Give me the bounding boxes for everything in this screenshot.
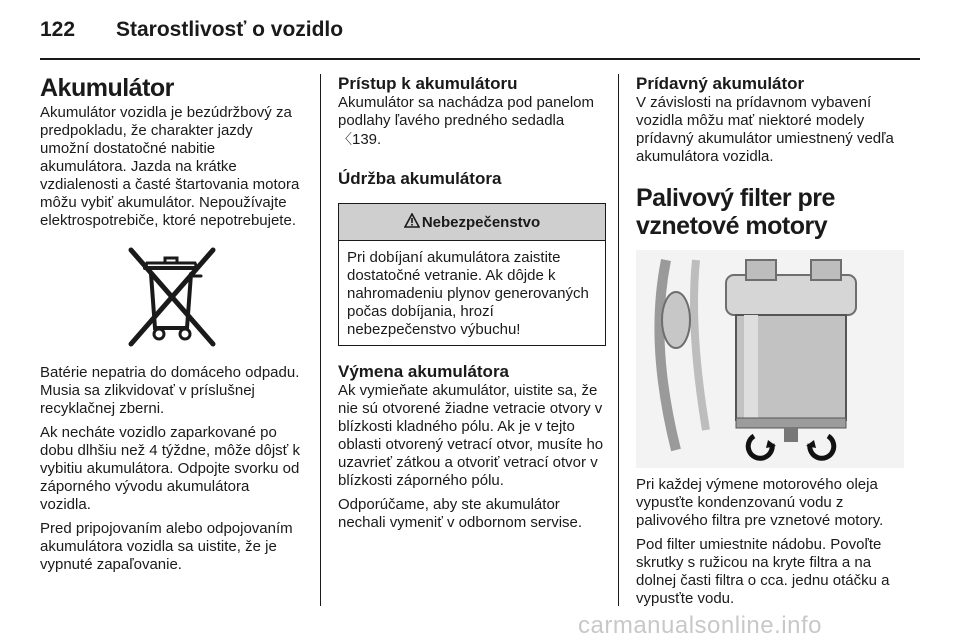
crossed-out-wheelie-bin-icon <box>40 244 302 356</box>
column-aux-battery <box>636 74 904 614</box>
danger-box-body <box>339 241 605 345</box>
column-divider <box>618 74 619 606</box>
filter-paragraph-2: Pod filter umiestnite nádobu. Povoľte skrutky s ružicou na kryte filtra a na dolnej časti filtra o cca. jednu otáčku a vypusťte vodu. <box>636 536 890 607</box>
danger-box <box>338 203 606 346</box>
aux-battery-paragraph: V závislosti na prídavnom vybavení vozidla môžu mať niektoré modely prídavný akumulátor umiestnený vedľa akumulátora vozidla. <box>636 94 894 165</box>
column-divider <box>320 74 321 606</box>
section-heading-battery: Akumulátor <box>40 74 174 102</box>
access-ref-page: 139. <box>352 131 382 148</box>
warning-triangle-icon <box>404 213 420 232</box>
maintenance-heading: Údržba akumulátora <box>338 169 502 188</box>
header-rule <box>40 58 920 60</box>
danger-title: Nebezpečenstvo <box>421 213 541 231</box>
watermark: carmanualsonline.info <box>578 612 822 639</box>
aux-battery-heading: Prídavný akumulátor <box>636 74 805 93</box>
danger-text: Pri dobíjaní akumulátora zaistite dostatočné vetranie. Ak dôjde k nahromadeniu plynov generovaných počas dobíjania, hrozí nebezpečenstvo výbuchu! <box>347 249 589 338</box>
page-number: 122 <box>40 18 76 41</box>
replace-paragraph-2: Odporúčame, aby ste akumulátor nechali vymeniť v odbornom servise. <box>338 496 583 531</box>
danger-box-header <box>339 204 605 241</box>
ignition-paragraph: Pred pripojovaním alebo odpojovaním akumulátora vozidla sa uistite, že je vypnuté zapaľovanie. <box>40 520 293 573</box>
access-heading: Prístup k akumulátoru <box>338 74 518 93</box>
battery-intro-paragraph: Akumulátor vozidla je bezúdržbový za predpokladu, že charakter jazdy umožní dostatočné nabitie akumulátora. Jazda na krátke vzdialenosti a časté štartovania motora môžu vybiť akumulátor. Nepoužívajte elektrospotrebiče, ktoré nepotrebujete. <box>40 104 300 229</box>
fuel-filter-photo <box>636 250 904 468</box>
column-battery-access <box>338 74 606 538</box>
replace-heading: Výmena akumulátora <box>338 362 510 381</box>
disposal-paragraph: Batérie nepatria do domáceho odpadu. Musia sa zlikvidovať v príslušnej recyklačnej zberni. <box>40 364 300 417</box>
page-ref-arrow-icon: 〈 <box>338 131 352 147</box>
access-text: Akumulátor sa nachádza pod panelom podlahy ľavého predného sedadla <box>338 94 594 129</box>
replace-paragraph-1: Ak vymieňate akumulátor, uistite sa, že nie sú otvorené žiadne vetracie otvory v blízkosti kladného pólu. Ak je v tejto oblasti otvorený vetrací otvor, musíte ho uzavrieť zátkou a otvoriť vetrací otvor v blízkosti záporného pólu. <box>338 382 604 489</box>
page-header <box>40 12 920 52</box>
filter-paragraph-1: Pri každej výmene motorového oleja vypusťte kondenzovanú vodu z palivového filtra pre vznetové motory. <box>636 476 884 529</box>
column-battery <box>40 74 302 580</box>
fuel-filter-heading: Palivový filter pre vznetové motory <box>636 184 835 240</box>
access-paragraph <box>338 94 606 149</box>
parking-paragraph: Ak necháte vozidlo zaparkované po dobu dlhšiu než 4 týždne, môže dôjsť k vybitiu akumulátora. Odpojte svorku od záporného vývodu akumulátora vozidla. <box>40 424 300 513</box>
chapter-title: Starostlivosť o vozidlo <box>116 18 344 41</box>
